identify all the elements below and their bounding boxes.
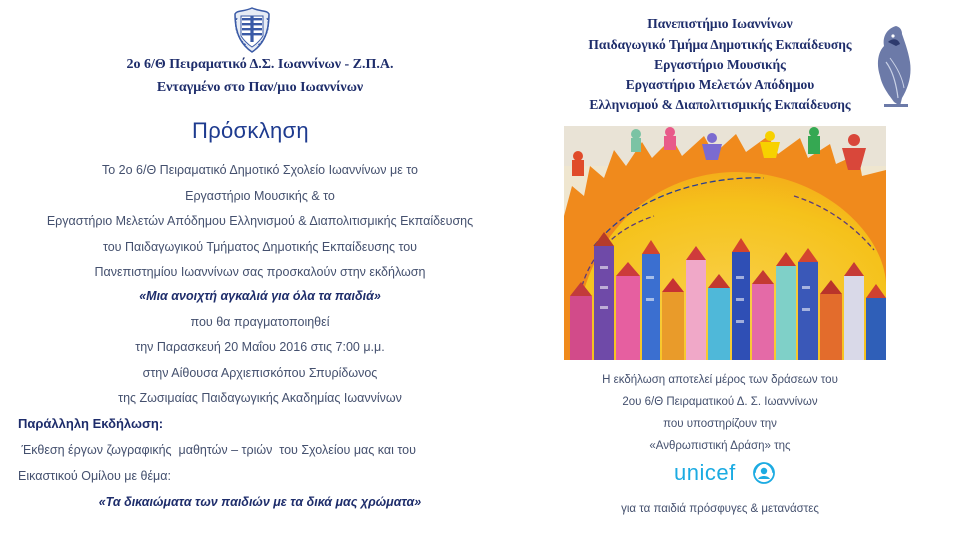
detail-line: της Ζωσιμαίας Παιδαγωγικής Ακαδημίας Ιωαννίνων: [118, 391, 402, 405]
event-title: «Μια ανοιχτή αγκαλιά για όλα τα παιδιά»: [139, 289, 381, 303]
greek-coat-of-arms-icon: [231, 6, 273, 54]
body-line: Πανεπιστημίου Ιωαννίνων σας προσκαλούν στην εκδήλωση: [94, 265, 426, 279]
body-line: Το 2ο 6/Θ Πειραματικό Δημοτικό Σχολείο Ιωαννίνων με το: [101, 163, 418, 177]
university-header-line: Εργαστήριο Μουσικής: [654, 57, 786, 72]
unicef-logo: [674, 460, 784, 490]
university-eagle-logo-icon: [866, 22, 924, 112]
parallel-event-heading: Παράλληλη Εκδήλωση:: [18, 416, 164, 431]
university-header-line: Ελληνισμού & Διαπολιτισμικής Εκπαίδευσης: [589, 97, 851, 112]
unicef-wordmark: unicef: [674, 460, 736, 485]
university-header-line: Εργαστήριο Μελετών Απόδημου: [625, 77, 815, 92]
support-line: 2ου 6/Θ Πειραματικού Δ. Σ. Ιωαννίνων: [622, 396, 818, 408]
support-line: «Ανθρωπιστική Δράση» της: [649, 440, 791, 452]
support-line: Η εκδήλωση αποτελεί μέρος των δράσεων του: [602, 374, 838, 386]
body-line: του Παιδαγωγικού Τμήματος Δημοτικής Εκπαίδευσης του: [102, 240, 418, 254]
exhibition-title: «Τα δικαιώματα των παιδιών με τα δικά μας χρώματα»: [98, 495, 422, 509]
detail-line: που θα πραγματοποιηθεί: [190, 315, 330, 329]
university-affiliation: Ενταγμένο στο Παν/μιο Ιωαννίνων: [156, 80, 364, 95]
body-line: Εργαστήριο Μουσικής & το: [185, 189, 335, 203]
invitation-title: Πρόσκληση: [192, 118, 309, 143]
parallel-event-text: Έκθεση έργων ζωγραφικής μαθητών – τριών του Σχολείου μας και του: [18, 443, 416, 457]
school-name: 2ο 6/Θ Πειραματικό Δ.Σ. Ιωαννίνων - Ζ.Π.Α.: [126, 57, 394, 72]
event-date: την Παρασκευή 20 Μαΐου 2016 στις 7:00 μ.μ.: [135, 340, 385, 354]
childrens-painting-image: [564, 126, 886, 360]
footer-line: για τα παιδιά πρόσφυγες & μετανάστες: [621, 503, 819, 515]
support-line: που υποστηρίζουν την: [663, 418, 777, 430]
event-venue: στην Αίθουσα Αρχιεπισκόπου Σπυρίδωνος: [142, 366, 378, 380]
body-line: Εργαστήριο Μελετών Απόδημου Ελληνισμού & Διαπολιτισμικής Εκπαίδευσης: [46, 214, 474, 228]
university-header-line: Πανεπιστήμιο Ιωαννίνων: [647, 16, 793, 31]
university-header-line: Παιδαγωγικό Τμήμα Δημοτικής Εκπαίδευσης: [588, 37, 852, 52]
unicef-globe-icon: [752, 461, 776, 485]
parallel-event-text: Εικαστικού Ομίλου με θέμα:: [18, 469, 171, 483]
